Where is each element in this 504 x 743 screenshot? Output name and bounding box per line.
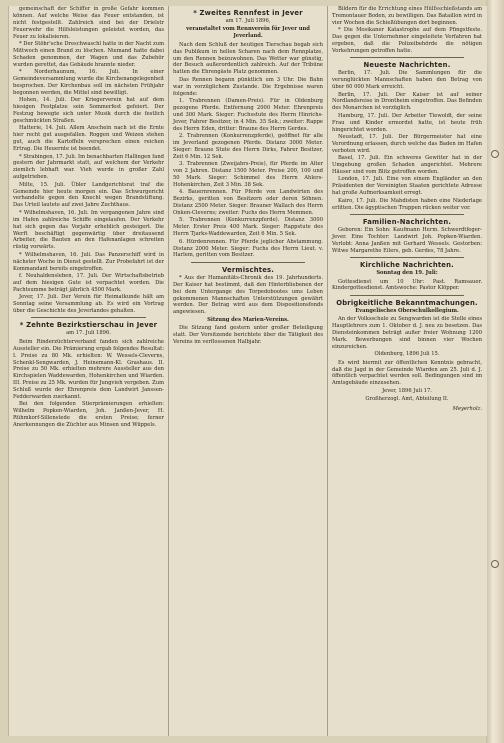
article-paragraph: Jever, 17. Juli. Der Verein für Heimatkunde hält am Sonntag seine Versammlung ab. Es wird ein Vortrag über die Geschichte des Jeverlandes gehalten.: [13, 294, 164, 314]
article-paragraph: Das Rennen begann pünktlich um 3 Uhr. Die Bahn war in vorzüglichem Zustande. Die Ergebnisse waren folgende:: [173, 76, 323, 97]
article-paragraph: * Der Stöhr'sche Dreschwaschl hatte in der Nacht zum Mittwoch einen Brand zu löschen. Niemand hatte dabei Schaden genommen, der Wagen und das Zubehör wurden gerettet, das Gebäude brannte nieder.: [13, 41, 164, 68]
news-item: Hamburg, 17. Juli. Der Arbeiter Tiewoldt, der seine Frau und Kinder ermordet hatte, ist heute früh hingerichtet worden.: [332, 112, 482, 133]
race-result: 1. Trabrennen (Damen-Preis). Für in Oldenburg gezogene Pferde. Entfernung 2000 Meter. Ehrenpreis und 300 Mark. Sieger: Fuchsstute des Herrn Hinrichs-Jever, Fahrer Besitzer, in 4 Min. 35 Sek.; zweiter: Rappe des Herrn Eden, dritter: Braune des Herrn Gerdes.: [173, 97, 323, 132]
article-paragraph: Beim Rinderzüchterverband fanden sich zahlreiche Aussteller ein. Die Prämierung ergab folgendes Resultat: I. Preise zu 80 Mk. erhielten: W. Wessels-Cleverns, Schenkl-Sengwarden, J. Heinemann-Kl. Grashaus. II. Preise zu 50 Mk. erhielten mehrere Aussteller aus den Kirchspielen Waddewarden, Hohenkirchen und Wiarden. III. Preise zu 25 Mk. wurden für Jungvieh vergeben. Zum Schluß wurde der Ehrenpreis dem Landwirt Janssen-Fedderwarden zuerkannt.: [13, 338, 164, 401]
section-divider: [350, 257, 464, 258]
section-heading: Vermischtes.: [221, 265, 275, 274]
article-paragraph: Milte, 15. Juli. Übler Landgerichtsrat traf die Gemeinde hier heute morgen ein. Das Schwurgericht verhandelte gegen den Knecht wegen Brandstiftung. Das Urteil lautete auf zwei Jahre Zuchthaus.: [13, 181, 164, 209]
dateline: Oldenburg, 1896 Juli 15.: [374, 351, 440, 358]
section-subtitle: Evangelisches Oberschulkollegium.: [355, 307, 459, 314]
section-heading: Neueste Nachrichten.: [363, 61, 451, 70]
article-paragraph: * Wilhelmshaven, 16. Juli. Das Panzerschiff wird in nächster Woche in Dienst gestellt. Zur Probefahrt ist der Kommandant bereits eingetroffen.: [13, 251, 164, 272]
section-subtitle: Sitzung des Marien-Vereins.: [207, 316, 289, 323]
article-paragraph: Bildern für die Errichtung eines Hülfsschießstands am Tremontauer Boden, zu bewilligen. Das Bataillon wird in vier Wochen die Schießübungen dort beginnen.: [332, 6, 482, 26]
race-result: 4. Bauernrennen. Für Pferde von Landwirten des Bezirks, geritten von Besitzern oder deren Söhnen. Distanz 2500 Meter. Sieger: Brauner Wallach des Herrn Onken-Cleverns; zweiter: Fuchs des Herrn Memmen.: [173, 189, 323, 216]
article-paragraph: Gottesdienst um 10 Uhr: Past. Ramsauer. Kindergottesdienst. Amtswoche: Pastor Klöpper.: [332, 278, 482, 292]
article-paragraph: Die Sitzung fand gestern unter großer Beteiligung statt. Der Vorsitzende berichtete über die Tätigkeit des Vereins im verflossenen Halbjahr.: [173, 325, 323, 345]
article-paragraph: Hohen, 14. Juli. Der Kriegerverein hat auf dem hiesigen Festplatze sein Sommerfest gefeiert. Der Festzug bewegte sich unter Musik durch die festlich geschmückten Straßen.: [13, 97, 164, 124]
section-divider: [350, 295, 464, 296]
article-paragraph: Bei den folgenden Stierprämierungen erhielten: Wilhelm Popken-Wiarden, Joh. Janßen-Jever, H. Rühmkorf-Sillenstede die ersten Preise; ferner Anerkennungen die Züchter aus Minsen und Wüppels.: [13, 401, 164, 429]
dateline: Jever, 1896 Juli 17.: [382, 387, 432, 394]
section-heading: Kirchliche Nachrichten.: [360, 261, 454, 270]
race-result: 5. Trabrennen (Konkurrenzpferde). Distanz 3000 Meter. Erster Preis 400 Mark. Sieger: Rappstute des Herrn Tjarks-Waddewarden, Zeit 6 Min. 5 Sek.: [173, 217, 323, 238]
race-result: 3. Trabrennen (Zweijahrs-Preis), für Pferde im Alter von 2 Jahren. Distanz 1500 Meter. Preise 200, 100 und 50 Mark. Sieger: Schimmel des Herrn Ahlers-Hohenkirchen, Zeit 3 Min. 38 Sek.: [173, 161, 323, 188]
section-divider: [31, 317, 146, 318]
news-item: Kairo, 17. Juli. Die Mahdisten haben eine Niederlage erlitten. Die ägyptischen Truppen rücken weiter vor.: [332, 197, 482, 211]
article-paragraph: * Wilhelmshaven, 16. Juli. Im vergangenen Jahre sind im Hafen zahlreiche Schiffe eingelaufen. Der Verkehr hat sich gegen das Vorjahr erheblich gesteigert. Die Werft beschäftigt gegenwärtig über dreitausend Arbeiter, die Bauten an den Hafenanlagen schreiten rüstig vorwärts.: [13, 209, 164, 251]
binding-hole: [491, 150, 499, 158]
section-divider: [191, 262, 305, 263]
news-item: Neustadt, 17. Juli. Der Bürgermeister hat eine Verordnung erlassen, durch welche das Baden im Hafen verboten wird.: [332, 134, 482, 154]
column-right: [327, 6, 486, 736]
news-item: Berlin, 17. Juli. Der Kaiser ist auf seiner Nordlandsreise in Drontheim eingetroffen. Das Befinden des Monarchen ist vorzüglich.: [332, 91, 482, 112]
news-item: Berlin, 17. Juli. Die Sammlungen für die verunglückten Mannschaften haben den Betrag von über 60 000 Mark erreicht.: [332, 70, 482, 91]
section-date: am 17. Juli 1896.: [66, 330, 111, 337]
article-paragraph: Hatterie, 14. Juli. Allem Anschein nach ist die Ernte hier recht gut ausgefallen. Roggen und Weizen stehen gut, auch die Kartoffeln versprechen einen reichen Ertrag. Die Heuernte ist beendet.: [13, 125, 164, 153]
article-paragraph: f. Neuhaldensleben, 17. Juli. Der Wirtschaftsbetrieb auf dem hiesigen Gute ist verpachtet worden. Die Pachtsumme beträgt jährlich 4500 Mark.: [13, 272, 164, 293]
article-paragraph: * Aus der Humanitäts-Chronik des 19. Jahrhunderts. Der Kaiser hat bestimmt, daß den Hinterbliebenen der bei dem Untergange des Torpedobootes ums Leben gekommenen Mannschaften Unterstützungen gewährt werden. Der Betrag wird aus dem Dispositionsfonds angewiesen.: [173, 274, 323, 316]
news-item: Basel, 17. Juli. Ein schweres Gewitter hat in der Umgebung großen Schaden angerichtet. Mehrere Häuser sind vom Blitz getroffen worden.: [332, 155, 482, 176]
signature: Meyerholz.: [452, 406, 482, 413]
authority: Großherzogl. Amt, Abteilung II.: [365, 396, 449, 403]
column-middle: [168, 6, 327, 736]
article-paragraph: Es wird hiermit zur öffentlichen Kenntnis gebracht, daß die Jagd in der Gemeinde Wiarden am 25. Juli d. J. öffentlich verpachtet werden soll. Bedingungen sind im Amtsgebäude einzusehen.: [332, 359, 482, 387]
newspaper-page: [8, 6, 487, 736]
article-paragraph: Nach dem Schluß der heutigen Tierschau begab sich das Publikum in hellen Scharen nach dem Rennplatze, um den Rennen beizuwohnen. Das Wetter war günstig, der Besuch außerordentlich zahlreich. Auf der Tribüne hatten die Ehrengäste Platz genommen.: [173, 41, 323, 76]
binding-fold: [486, 0, 504, 743]
column-left: [9, 6, 168, 736]
article-paragraph: * Norderhaunum, 16. Juli. In einer Gemeindeversammlung wurde die Kirchenangelegenheit besprochen. Der Kirchenbau soll im nächsten Frühjahr begonnen werden, die Mittel sind bewilligt.: [13, 69, 164, 96]
article-paragraph: Geboren: Ein Sohn: Kaufmann Herm. Schwerdtfeger-Jever. Eine Tochter: Landwirt Joh. Popken-Wiarden. Verlobt: Anna Janßen mit Gerhard Wessels. Gestorben: Witwe Margarethe Eilers, geb. Gerdes, 78 Jahre.: [332, 226, 482, 254]
section-subtitle: Sonntag den 19. Juli:: [376, 270, 438, 277]
article-paragraph: * Die Mosikaner Katastrophe auf dem Pfingstfeste. Das gegen die Unternehmer eingeleitete Verfahren hat ergeben, daß die Polizeibehörde die nötigen Vorkehrungen getroffen hatte.: [332, 27, 482, 54]
race-result: 6. Hürdenrennen. Für Pferde jeglicher Abstammung. Distanz 2000 Meter. Sieger: Fuchs des Herrn Lieut. v. Harlem, geritten vom Besitzer.: [173, 238, 323, 259]
section-heading: * Zehnte Bezirkstierschau in Jever: [19, 321, 158, 330]
section-heading: Obrigkeitliche Bekanntmachungen.: [336, 298, 478, 307]
article-paragraph: An der Volksschule zu Sengwarden ist die Stelle eines Hauptlehrers zum 1. Oktober d. J. neu zu besetzen. Das Diensteinkommen beträgt außer freier Wohnung 1200 Mark. Bewerbungen sind binnen vier Wochen einzureichen.: [332, 316, 482, 350]
news-item: London, 17. Juli. Eine von einem Engländer an den Präsidenten der Vereinigten Staaten gerichtete Adresse hat große Aufmerksamkeit erregt.: [332, 176, 482, 197]
article-paragraph: * Strabingen, 17. Juli. Im benachbarten Hallingen fand gestern der Jahrmarkt statt, auf welchem der Verkehr ziemlich lebhaft war. Vieh wurde in großer Zahl aufgetrieben.: [13, 153, 164, 181]
binding-hole: [491, 560, 499, 568]
section-date: am 17. Juli 1896,: [225, 18, 271, 24]
section-heading: * Zweites Rennfest in Jever: [193, 9, 303, 17]
race-result: 2. Trabrennen (Konkurrenzpferde), geöffnet für alle im Jeverland gezogenen Pferde. Distanz 3000 Meter. Sieger: Braune Stute des Herrn Dirks, Fahrer Besitzer, Zeit 6 Min. 12 Sek.: [173, 133, 323, 160]
section-subtitle: veranstaltet vom Rennverein für Jever und Jeverland.: [186, 26, 310, 40]
section-divider: [350, 214, 464, 215]
section-heading: Familien-Nachrichten.: [362, 217, 452, 226]
section-divider: [350, 57, 464, 58]
article-paragraph: gemeinschaft der Schiffer in große Gefahr kommen können. Auf welche Weise das Feuer entstanden, ist nicht festgestellt. Zahlreich sind bei der Drielstr Feuerwehr die Hilfsleistungen geleistet worden, das Feuer zu lokalisieren.: [13, 6, 164, 40]
